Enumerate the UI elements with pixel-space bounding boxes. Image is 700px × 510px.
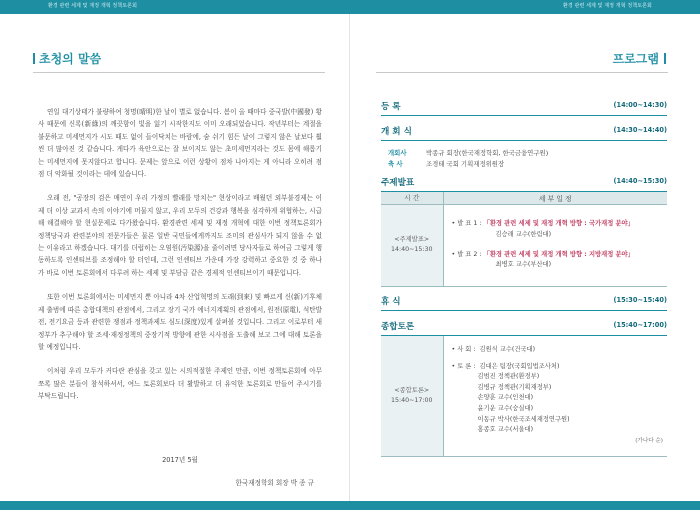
section-time: (14:30~14:40) <box>613 126 667 134</box>
section-title: 종합토론 <box>381 322 415 332</box>
heading-divider <box>376 72 668 73</box>
panelist: 김병규 정책관(기획재정부) <box>477 383 552 391</box>
section-opening <box>381 125 667 169</box>
panelist: 윤기운 교수(숭실대) <box>477 405 534 413</box>
panelist: 이동규 박사(한국조세재정연구원) <box>477 415 570 423</box>
presentation-item <box>452 219 668 240</box>
presentation-topic: 「환경 관련 세제 및 재정 개혁 방향 : 국가재정 분야」 <box>483 220 634 228</box>
row-label: <주제발표> <box>394 236 430 243</box>
invitation-page <box>0 14 349 501</box>
running-header-left: 환경 관련 세제 및 재정 개혁 정책토론회 <box>48 3 138 9</box>
panelist: 손양훈 교수(인천대) <box>477 394 534 402</box>
table-header-row <box>381 192 667 204</box>
section-title: 휴 식 <box>381 297 401 307</box>
greeting-paragraph: 이처럼 우리 모두가 커다란 관심을 갖고 있는 시의적절한 주제인 만큼, 이번 정책토론회에 아무쪼록 많은 분들이 참석하셔서, 여느 토론회보다 더 활발하고 더 유익한 토론회로 만들어 주시기를 부탁드립니다. <box>38 367 322 401</box>
item-prefix: • 발 표 2 : <box>451 250 484 258</box>
section-registration <box>381 100 667 116</box>
opening-role: 축 사 <box>388 159 403 168</box>
greeting-paragraph: 연일 대기상태가 불량하여 청명(晴明)한 날이 별로 없습니다. 봄이 올 때마다 중국발(中國發) 황사 때문에 신록(新綠)의 깨끗함이 빛을 잃기 시작한지도 이미 오래되었습니다. 작년부터는 계절을 불문하고 미세먼지가 시도 때도 없이 들이닥치는 바람에, 숨 쉬기 힘든 날이 그렇지 않은 날보다 훨씬 더 많아진 것 같습니다. 게다가 육안으로는 잘 보이지도 않는 초미세먼지라는 것도 몸에 해롭기는 미세먼지에 못지않다고 합니다. 문제는 앞으로 이런 상황이 점차 나아지는 게 아니라 오히려 점점 더 악화될 것이라는 데에 있습니다. <box>38 108 322 179</box>
presentation-topic: 「환경 관련 세제 및 재정 개혁 방향 : 지방재정 분야」 <box>483 250 634 258</box>
section-rule <box>381 310 667 311</box>
moderator-line <box>452 345 668 356</box>
opening-line <box>381 148 667 159</box>
heading-bar <box>664 53 666 64</box>
opening-line <box>381 159 667 170</box>
row-label: <종합토론> <box>394 386 430 394</box>
greeting-paragraph: 또한 이번 토론회에서는 미세먼지 뿐 아니라 4차 산업혁명의 도래(到來) 및 빠르게 신(新)기후체제 출범에 따른 총합대책의 관점에서, 그리고 장기 국가 에너지계획의 관점에서, 원전(原電), 석탄발전, 전기요금 등과 관련한 쟁점과 정책과제도 심도(深度)있게 살펴볼 것입니다. 그리고 이로부터 새 정부가 추구해야 할 조세·재정정책의 중장기적 방향에 관한 시사점을 도출해 보고 그에 대해 토론을 할 예정입니다. <box>38 293 322 351</box>
heading-bar <box>33 53 35 64</box>
panel-list <box>452 362 668 436</box>
heading-divider <box>33 72 325 73</box>
row-time: 14:40~15:30 <box>390 246 433 253</box>
presentation-item <box>452 250 668 271</box>
section-time: (14:40~15:30) <box>613 177 667 185</box>
greeting-paragraph: 오래 전, "공장의 검은 매연이 우리 가정의 빨래를 망치는" 현상이라고 배웠던 외부불경제는 이제 더 이상 교과서 속의 이야기에 머물지 않고, 우리 모두의 건강과 행복을 심각하게 위협하는, 시급해 해결해야 할 현실문제로 다가왔습니다. 환경관련 세제 및 재정 개혁에 대한 이번 정책토론회가 정책당국과 관련분야의 전문가들은 물론 일반 국민들에게까지도 조미의 관심사가 되지 않을 수 없는 이유라고 하겠습니다. 대기를 더럽히는 오염원(汚染源)을 줄이려면 당사자들로 하여금 그렇게 행동하도록 인센티브를 조정해야 할 터인데, 그런 인센티브 가운데 가장 강력하고 중요한 것 중 하나가 바로 이번 토론회에서 다루려 하는 세제 및 부담금 같은 경제적 인센티브이기 때문입니다. <box>38 194 322 277</box>
section-title: 등 록 <box>381 102 401 112</box>
presentation-table <box>381 192 667 287</box>
section-rule <box>381 115 667 116</box>
table-row <box>381 204 667 286</box>
running-header-right: 환경 관련 세제 및 재정 개혁 정책토론회 <box>562 3 652 9</box>
opening-role: 개회사 <box>388 149 407 157</box>
opening-person: 박종규 회장(한국재정학회, 한국금융연구원) <box>426 149 549 157</box>
row-time: 15:40~17:00 <box>390 396 433 404</box>
table-row <box>381 336 667 456</box>
section-time: (15:30~15:40) <box>613 296 667 304</box>
presenter-name: 최병호 교수(부산대) <box>495 261 552 269</box>
discussion-table <box>381 336 667 457</box>
page-title-text: 프로그램 <box>612 52 659 66</box>
page-title-program <box>613 50 666 67</box>
alphabetical-note: (가나다 순) <box>635 437 663 444</box>
opening-person: 조경태 국회 기획재정위원장 <box>426 159 505 168</box>
moderator-role: • 사 회 : <box>451 346 476 354</box>
section-break <box>381 295 667 311</box>
top-banner <box>0 0 700 14</box>
page-title-invitation <box>33 50 101 67</box>
presenter-name: 김승래 교수(한림대) <box>495 230 552 238</box>
program-page <box>350 14 700 501</box>
section-time: (14:00~14:30) <box>613 101 667 109</box>
section-presentation <box>381 176 667 287</box>
panel-role: • 토 론 : <box>451 362 476 370</box>
letter-date: 2017년 5월 <box>162 456 198 464</box>
section-discussion <box>381 320 667 457</box>
column-header-detail: 세 부 일 정 <box>443 192 667 204</box>
moderator-name: 김원식 교수(건국대) <box>479 346 536 354</box>
section-title: 주제발표 <box>381 178 415 188</box>
panelist: 홍종호 교수(서울대) <box>477 426 534 434</box>
panelist: 김대은 팀장(국회입법조사처) <box>479 362 560 370</box>
greeting-body <box>38 106 322 487</box>
item-prefix: • 발 표 1 : <box>451 220 484 228</box>
column-header-time: 시 간 <box>381 192 443 204</box>
letter-signer: 한국재정학회 회장 박 종 규 <box>235 479 314 487</box>
section-title: 개 회 식 <box>381 127 412 137</box>
page-title-text: 초청의 말씀 <box>39 52 102 66</box>
section-time: (15:40~17:00) <box>613 321 667 329</box>
bottom-banner <box>0 501 700 510</box>
panelist: 김범진 정책관(환경부) <box>477 373 540 381</box>
